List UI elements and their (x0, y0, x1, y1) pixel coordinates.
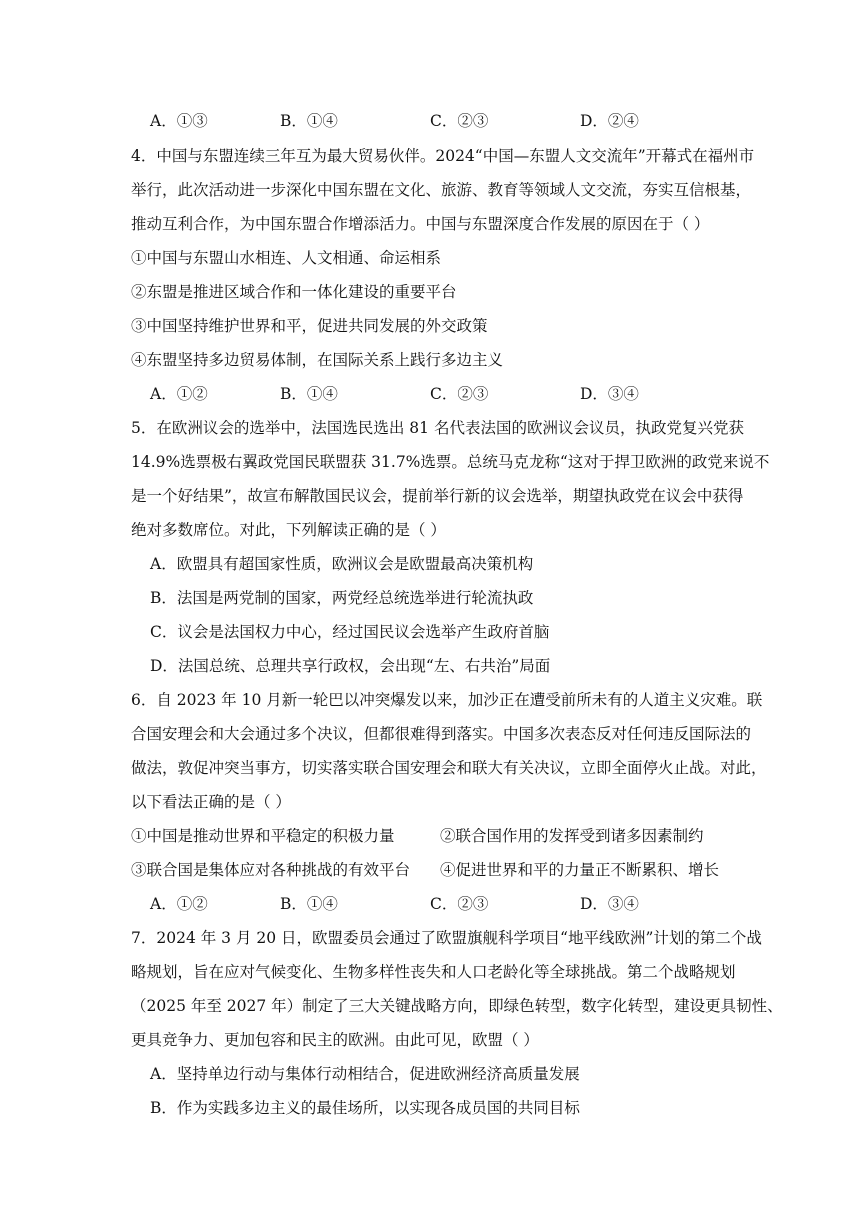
q4-stem-line: 推动互利合作，为中国东盟合作增添活力。中国与东盟深度合作发展的原因在于（ ） (131, 215, 710, 233)
q4-statement: ③中国坚持维护世界和平，促进共同发展的外交政策 (131, 317, 488, 335)
q5-option-a: A．欧盟具有超国家性质，欧洲议会是欧盟最高决策机构 (150, 555, 534, 573)
q6-option-b: B．①④ (280, 895, 338, 913)
q7-option-b: B．作为实践多边主义的最佳场所，以实现各成员国的共同目标 (150, 1099, 580, 1117)
q6-stem-line: 合国安理会和大会通过多个决议，但都很难得到落实。中国多次表态反对任何违反国际法的 (131, 725, 752, 743)
q7-stem-line: 略规划，旨在应对气候变化、生物多样性丧失和人口老龄化等全球挑战。第二个战略规划 (131, 963, 736, 981)
q4-option-c: C．②③ (430, 385, 489, 403)
q5-stem-line: 5．在欧洲议会的选举中，法国选民选出 81 名代表法国的欧洲议会议员，执政党复兴党获 (131, 419, 744, 437)
q5-option-d: D．法国总统、总理共享行政权，会出现“左、右共治”局面 (150, 657, 551, 675)
q5-option-b: B．法国是两党制的国家，两党经总统选举进行轮流执政 (150, 589, 534, 607)
q3-option-c: C．②③ (430, 112, 489, 130)
q4-stem-line: 举行，此次活动进一步深化中国东盟在文化、旅游、教育等领域人文交流，夯实互信根基， (131, 181, 752, 199)
q6-statement: ③联合国是集体应对各种挑战的有效平台 (131, 861, 411, 879)
q7-option-a: A．坚持单边行动与集体行动相结合，促进欧洲经济高质量发展 (150, 1065, 580, 1083)
q6-stem-line: 做法，敦促冲突当事方，切实落实联合国安理会和联大有关决议，立即全面停火止战。对此， (131, 759, 767, 777)
q7-stem-line: 7．2024 年 3 月 20 日，欧盟委员会通过了欧盟旗舰科学项目“地平线欧洲”计划的第二个战 (131, 929, 762, 947)
q5-stem-line: 是一个好结果”，故宣布解散国民议会，提前举行新的议会选举，期望执政党在议会中获得 (131, 487, 744, 505)
q6-statement: ②联合国作用的发挥受到诸多因素制约 (440, 827, 704, 845)
q3-option-b: B．①④ (280, 112, 338, 130)
q4-option-a: A．①② (150, 385, 208, 403)
q4-statement: ④东盟坚持多边贸易体制，在国际关系上践行多边主义 (131, 351, 504, 369)
q7-stem-line: 更具竞争力、更加包容和民主的欧洲。由此可见，欧盟（ ） (131, 1031, 539, 1049)
q4-option-b: B．①④ (280, 385, 338, 403)
q6-option-a: A．①② (150, 895, 208, 913)
q4-statement: ②东盟是推进区域合作和一体化建设的重要平台 (131, 283, 457, 301)
q5-option-c: C．议会是法国权力中心，经过国民议会选举产生政府首脑 (150, 623, 550, 641)
q4-stem-line: 4．中国与东盟连续三年互为最大贸易伙伴。2024“中国—东盟人文交流年”开幕式在福州市 (131, 147, 755, 165)
q6-option-d: D．③④ (580, 895, 639, 913)
q4-option-d: D．③④ (580, 385, 639, 403)
q6-option-c: C．②③ (430, 895, 489, 913)
q6-statement: ④促进世界和平的力量正不断累积、增长 (440, 861, 720, 879)
q4-statement: ①中国与东盟山水相连、人文相通、命运相系 (131, 249, 442, 267)
q6-stem-line: 以下看法正确的是（ ） (131, 793, 291, 811)
q5-stem-line: 绝对多数席位。对此，下列解读正确的是（ ） (131, 521, 446, 539)
q3-option-a: A．①③ (150, 112, 208, 130)
q5-stem-line: 14.9%选票极右翼政党国民联盟获 31.7%选票。总统马克龙称“这对于捍卫欧洲的政党来说不 (131, 453, 770, 471)
q3-option-d: D．②④ (580, 112, 639, 130)
q6-statement: ①中国是推动世界和平稳定的积极力量 (131, 827, 395, 845)
q7-stem-line: （2025 年至 2027 年）制定了三大关键战略方向，即绿色转型，数字化转型，建设更具韧性、 (131, 997, 783, 1015)
q6-stem-line: 6．自 2023 年 10 月新一轮巴以冲突爆发以来，加沙正在遭受前所未有的人道主义灾难。联 (131, 691, 763, 709)
